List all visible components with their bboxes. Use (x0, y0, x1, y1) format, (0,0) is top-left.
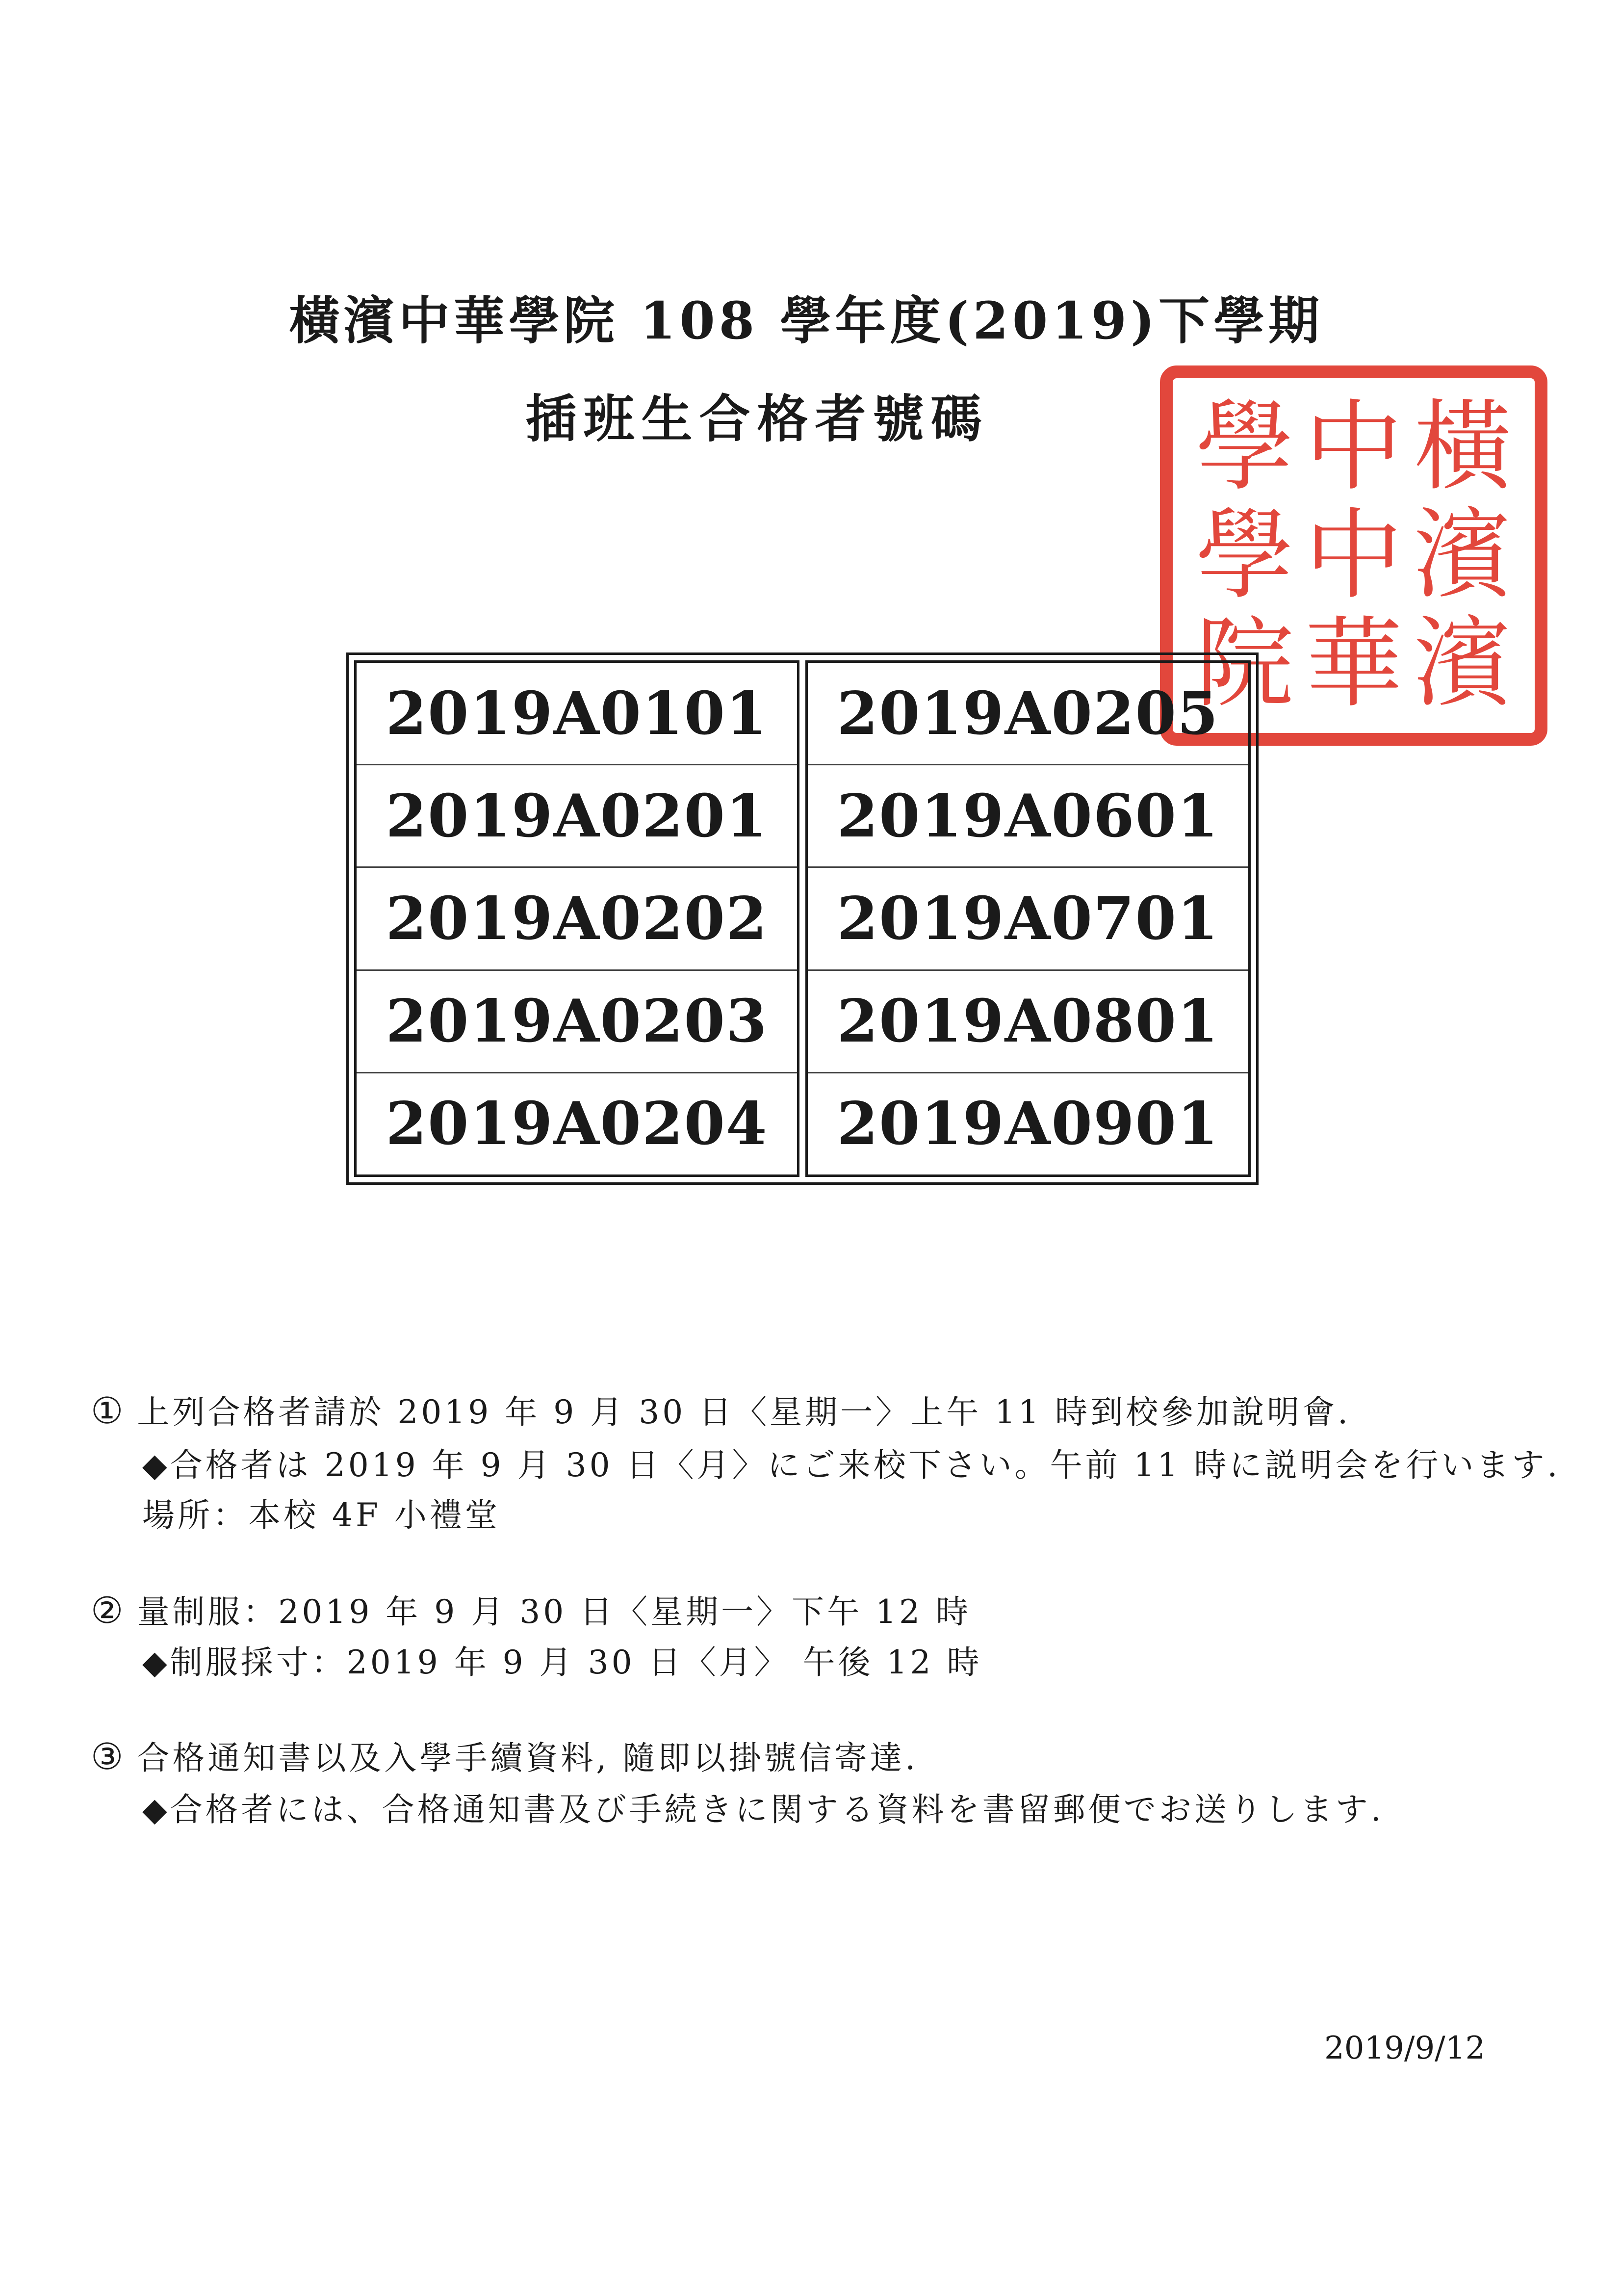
note-1-line-2: ◆合格者は 2019 年 9 月 30 日〈月〉にご来校下さい。午前 11 時に説明会を行います. (142, 1446, 1561, 1484)
admission-number: 2019A0801 (808, 971, 1248, 1073)
admission-number: 2019A0901 (837, 1089, 1219, 1159)
admission-number: 2019A0101 (357, 663, 797, 765)
document-date: 2019/9/12 (1324, 2030, 1486, 2066)
seal-char: 濱 (1413, 498, 1512, 613)
note-number: ② (91, 1590, 124, 1632)
admission-number: 2019A0204 (386, 1089, 768, 1159)
seal-char: 華 (1304, 606, 1403, 721)
document-title: 橫濱中華學院 108 學年度(2019)下學期 (288, 290, 1324, 351)
note-1-line-1 (91, 1386, 1351, 1433)
seal-char: 中 (1304, 498, 1403, 613)
seal-char: 學 (1195, 390, 1294, 504)
number-column-left (354, 660, 799, 1177)
note-3-line-2: ◆合格者には、合格通知書及び手続きに関する資料を書留郵便でお送りします. (142, 1791, 1384, 1828)
note-number: ③ (91, 1736, 124, 1778)
note-3-line-1 (91, 1732, 918, 1778)
admission-number: 2019A0202 (357, 868, 797, 970)
admission-number-table (346, 652, 1259, 1185)
seal-char: 院 (1195, 606, 1294, 721)
note-2-line-1 (91, 1586, 971, 1632)
admission-number: 2019A0701 (808, 868, 1248, 970)
note-text: 上列合格者請於 2019 年 9 月 30 日〈星期一〉上午 11 時到校參加說明會. (137, 1393, 1351, 1431)
admission-number: 2019A0201 (357, 765, 797, 868)
note-number: ① (91, 1390, 124, 1432)
admission-number: 2019A0203 (357, 971, 797, 1073)
admission-number: 2019A0601 (808, 765, 1248, 868)
note-text: 量制服：2019 年 9 月 30 日〈星期一〉下午 12 時 (137, 1593, 972, 1631)
number-column-right (805, 660, 1251, 1177)
seal-char: 橫 (1413, 390, 1512, 504)
seal-char: 學 (1195, 498, 1294, 613)
seal-char: 中 (1304, 390, 1403, 504)
note-2-line-2: ◆制服採寸：2019 年 9 月 30 日〈月〉 午後 12 時 (142, 1644, 982, 1681)
note-1-line-3: 場所：本校 4F 小禮堂 (142, 1496, 500, 1534)
document-subtitle: 插班生合格者號碼 (525, 389, 989, 449)
admission-number: 2019A0205 (808, 663, 1248, 765)
seal-char: 濱 (1413, 606, 1512, 721)
note-text: 合格通知書以及入學手續資料, 隨即以掛號信寄達. (137, 1739, 919, 1777)
